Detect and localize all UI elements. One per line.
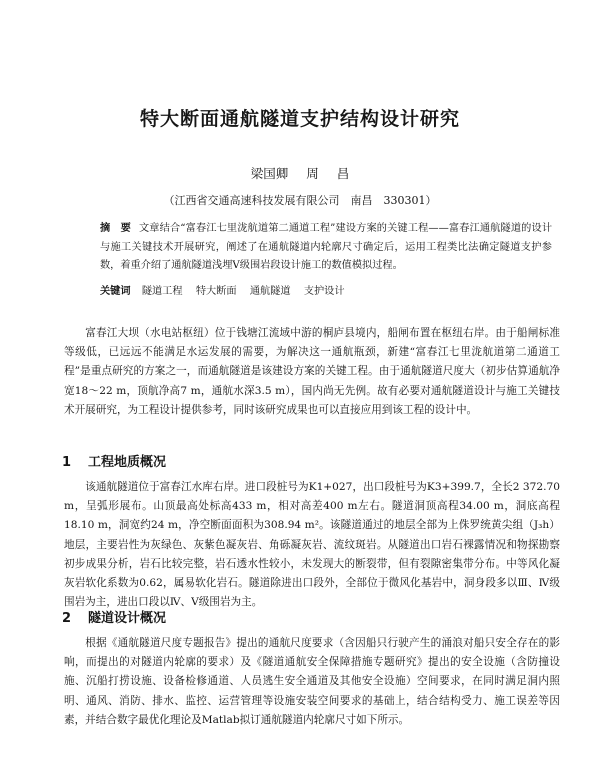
intro-paragraph: 富春江大坝（水电站枢纽）位于钱塘江流域中游的桐庐县境内，船闸布置在枢纽右岸。由于船闸标准等级低，已远远不能满足水运发展的需要，为解决这一通航瓶颈，新建“富春江七里泷航道第二通道工程”是重点研究的方案之一，而通航隧道是该建设方案的关键工程。由于通航隧道尺度大（初步估算通航净宽18～22 m，顶航净高7 m，通航水深3.5 m），国内尚无先例。故有必要对通航隧道设计与施工关键技术开展研究，为工程设计提供参考，同时该研究成果也可以直接应用到该工程的设计中。 <box>64 327 560 416</box>
section-title: 工程地质概况 <box>88 455 167 470</box>
paper-title: 特大断面通航隧道支护结构设计研究 <box>139 108 460 130</box>
section-paragraph: 该通航隧道位于富春江水库右岸。进口段桩号为K1+027，出口段桩号为K3+399.7，全长2 372.70 m，呈弧形展布。山顶最高处标高433 m，相对高差400 m左右。隧道洞顶高程34.00 m，洞底高程18.10 m，洞宽约24 m，净空断面面积为308.94 m²。该隧道通过的地层全部为上侏罗统黄尖组（J₃h）地层，主要岩性为灰绿色、灰紫色凝灰岩、角砾凝灰岩、流纹斑岩。从隧道出口岩石裸露情况和物探勘察初步成果分析，岩石比较完整，岩石透水性较小，未发现大的断裂带，但有裂隙密集带分布。中等风化凝灰岩软化系数为0.62，属易软化岩石。隧道除进出口段外，全部位于微风化基岩中，洞身段多以Ⅲ、Ⅳ级围岩为主，进出口段以Ⅳ、Ⅴ级围岩为主。 <box>64 481 560 609</box>
section-number: 2 <box>62 611 72 626</box>
section-heading <box>62 451 166 470</box>
section-number: 1 <box>62 455 72 470</box>
author-line <box>0 164 600 182</box>
author-name: 梁国卿 <box>250 166 289 181</box>
abstract-label: 摘 要 <box>100 223 131 234</box>
affiliation: （江西省交通高速科技发展有限公司 南昌 330301） <box>163 194 437 207</box>
keywords <box>100 283 552 301</box>
keywords-label: 关键词 <box>100 286 131 297</box>
keyword: 支护设计 <box>303 286 345 297</box>
keyword: 通航隧道 <box>249 286 291 297</box>
keyword: 特大断面 <box>195 286 237 297</box>
abstract-text: 文章结合“富春江七里泷航道第二通道工程”建设方案的关键工程——富春江通航隧道的设计与施工关键技术开展研究，阐述了在通航隧道内轮廓尺寸确定后，运用工程类比法确定隧道支护参数，着重介绍了通航隧道浅埋Ⅴ级围岩段设计施工的数值模拟过程。 <box>100 223 553 271</box>
section-paragraph: 根据《通航隧道尺度专题报告》提出的通航尺度要求（含因船只行驶产生的涌浪对船只安全存在的影响，而提出的对隧道内轮廓的要求）及《隧道通航安全保障措施专题研究》提出的安全设施（含防撞设施、沉船打捞设施、设备检修通道、人员逃生安全通道及其他安全设施）空间要求，在同时满足洞内照明、通风、消防、排水、监控、运营管理等设施安装空间要求的基础上，结合结构受力、施工误差等因素，并结合数字最优化理论及Matlab拟订通航隧道内轮廓尺寸如下所示。 <box>64 637 560 726</box>
keyword: 隧道工程 <box>141 286 183 297</box>
author-name: 周 昌 <box>306 166 350 181</box>
section-heading <box>62 607 166 626</box>
section-title: 隧道设计概况 <box>88 611 167 626</box>
abstract <box>100 220 552 276</box>
